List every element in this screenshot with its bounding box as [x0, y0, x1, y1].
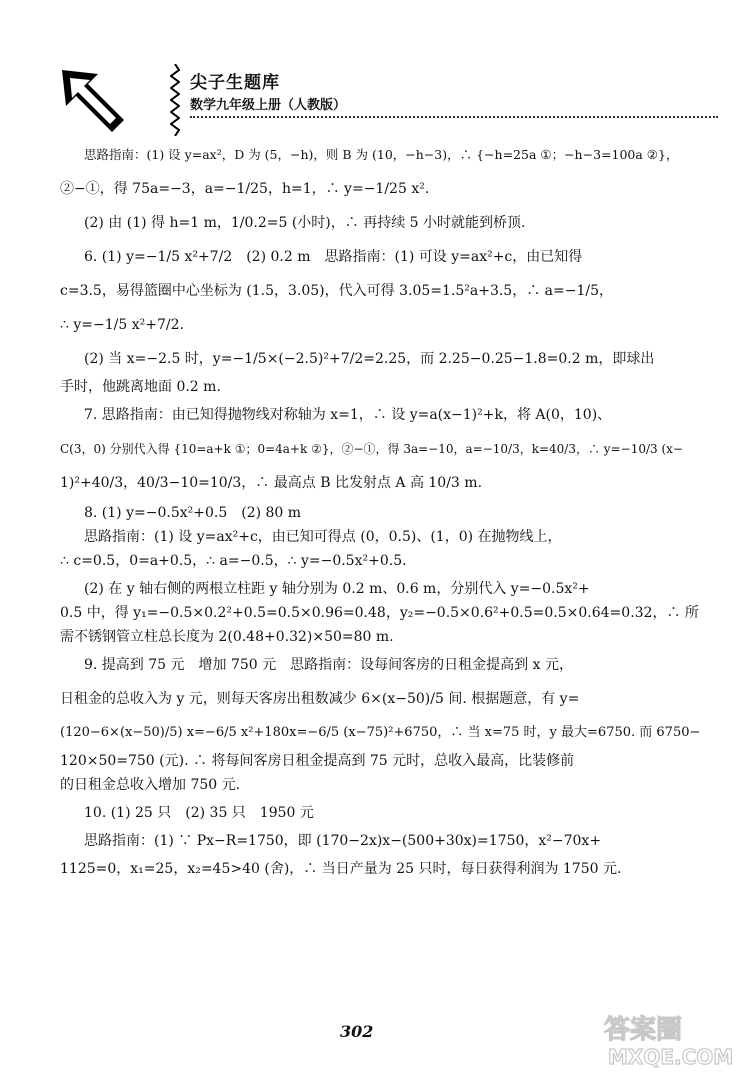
book-subtitle: 数学九年级上册（人教版） [190, 98, 347, 113]
text-line: 7. 思路指南：由已知得抛物线对称轴为 x=1，∴ 设 y=a(x−1)²+k，将 A(0，10)、 [84, 407, 612, 423]
book-brand: 尖子生题库 [190, 73, 280, 93]
text-line: ∴ y=−1/5 x²+7/2. [60, 317, 184, 333]
zigzag-divider [170, 64, 180, 136]
text-line: 120×50=750 (元). ∴ 将每间客房日租金提高到 75 元时，总收入最高，比装修前 [60, 753, 575, 769]
text-line: (2) 在 y 轴右侧的两根立柱距 y 轴分别为 0.2 m、0.6 m，分别代入 y=−0.5x²+ [84, 581, 590, 597]
text-line: 0.5 中，得 y₁=−0.5×0.2²+0.5=0.5×0.96=0.48，y₂=−0.5×0.6²+0.5=0.5×0.64=0.32，∴ 所 [60, 605, 699, 621]
arrow-logo-icon [58, 66, 128, 136]
text-line: 1125=0，x₁=25，x₂=45>40 (舍)，∴ 当日产量为 25 只时，每日获得利润为 1750 元. [60, 861, 622, 877]
svg-text:答案圈: 答案圈 [604, 1015, 683, 1045]
text-line: 手时，他跳离地面 0.2 m. [60, 379, 221, 395]
text-line: 思路指南：(1) ∵ Px−R=1750，即 (170−2x)x−(500+30x)=1750，x²−70x+ [84, 833, 602, 849]
text-line: (120−6×(x−50)/5) x=−6/5 x²+180x=−6/5 (x−75)²+6750，∴ 当 x=75 时，y 最大=6750. 而 6750− [60, 725, 701, 740]
text-line: 6. (1) y=−1/5 x²+7/2 (2) 0.2 m 思路指南：(1) 可设 y=ax²+c，由已知得 [84, 249, 583, 265]
text-line: c=3.5，易得篮圈中心坐标为 (1.5，3.05)，代入可得 3.05=1.5²a+3.5，∴ a=−1/5， [60, 283, 614, 299]
watermark-logo-icon [600, 1008, 740, 1072]
text-line: (2) 当 x=−2.5 时，y=−1/5×(−2.5)²+7/2=2.25，而 2.25−0.25−1.8=0.2 m，即球出 [84, 351, 655, 367]
text-line: (2) 由 (1) 得 h=1 m，1/0.2=5 (小时)，∴ 再持续 5 小时就能到桥顶. [84, 215, 526, 231]
page-header [58, 64, 658, 136]
text-line: ∴ c=0.5，0=a+0.5，∴ a=−0.5，∴ y=−0.5x²+0.5. [60, 553, 407, 569]
text-line: 日租金的总收入为 y 元，则每天客房出租数减少 6×(x−50)/5 间. 根据题意，有 y= [60, 691, 580, 707]
text-line: 10. (1) 25 只 (2) 35 只 1950 元 [84, 805, 314, 821]
text-line: C(3，0) 分别代入得 {10=a+k ①；0=4a+k ②}，②−①，得 3a=−10，a=−10/3，k=40/3，∴ y=−10/3 (x− [60, 442, 683, 456]
text-line: 思路指南：(1) 设 y=ax²，D 为 (5，−h)，则 B 为 (10，−h−3)，∴ {−h=25a ①；−h−3=100a ②}， [84, 147, 679, 162]
text-line: 的日租金总收入增加 750 元. [60, 777, 241, 793]
answer-content [60, 145, 700, 879]
text-line: 1)²+40/3，40/3−10=10/3，∴ 最高点 B 比发射点 A 高 10/3 m. [60, 475, 483, 491]
svg-text:MXQE.COM: MXQE.COM [608, 1045, 734, 1069]
page-number: 302 [340, 1022, 374, 1041]
header-divider [190, 116, 718, 118]
text-line: 需不锈钢管立柱总长度为 2(0.48+0.32)×50=80 m. [60, 629, 394, 645]
text-line: 8. (1) y=−0.5x²+0.5 (2) 80 m [84, 505, 302, 521]
text-line: ②−①，得 75a=−3，a=−1/25，h=1，∴ y=−1/25 x². [60, 181, 430, 197]
text-line: 思路指南：(1) 设 y=ax²+c，由已知可得点 (0，0.5)、(1，0) 在抛物线上， [84, 529, 562, 545]
text-line: 9. 提高到 75 元 增加 750 元 思路指南：设每间客房的日租金提高到 x 元， [84, 657, 573, 673]
